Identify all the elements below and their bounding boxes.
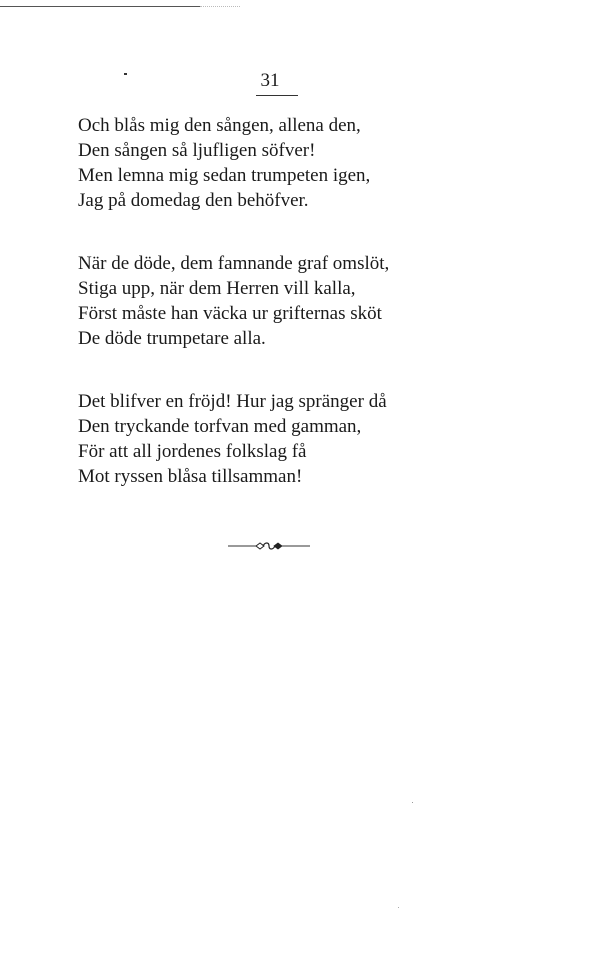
verse-line: För att all jordenes folkslag få xyxy=(78,441,307,462)
verse-line: När de döde, dem famnande graf omslöt, xyxy=(78,253,390,274)
ink-speck xyxy=(398,907,399,908)
verse-line: Den tryckande torfvan med gamman, xyxy=(78,416,362,437)
verse-line: Den sången så ljufligen söfver! xyxy=(78,140,316,161)
verse-line: Och blås mig den sången, allena den, xyxy=(78,115,361,136)
stanza-1 xyxy=(78,113,370,213)
verse-line: Men lemna mig sedan trumpeten igen, xyxy=(78,165,371,186)
ink-speck xyxy=(124,73,127,75)
verse-line: Stiga upp, när dem Herren vill kalla, xyxy=(78,278,356,299)
top-edge-rule xyxy=(0,6,200,7)
page-number: 31 xyxy=(260,70,280,91)
verse-line: Jag på domedag den behöfver. xyxy=(78,190,309,211)
ornamental-divider-icon xyxy=(228,540,310,552)
stanza-2 xyxy=(78,251,389,351)
stanza-3 xyxy=(78,389,387,489)
verse-line: Först måste han väcka ur grifternas sköt xyxy=(78,303,382,324)
top-edge-rule-faint xyxy=(200,6,240,7)
ink-speck xyxy=(412,802,413,803)
verse-line: De döde trumpetare alla. xyxy=(78,328,266,349)
verse-line: Mot ryssen blåsa tillsamman! xyxy=(78,466,303,487)
page-number-rule xyxy=(256,95,298,96)
verse-line: Det blifver en fröjd! Hur jag spränger då xyxy=(78,391,387,412)
